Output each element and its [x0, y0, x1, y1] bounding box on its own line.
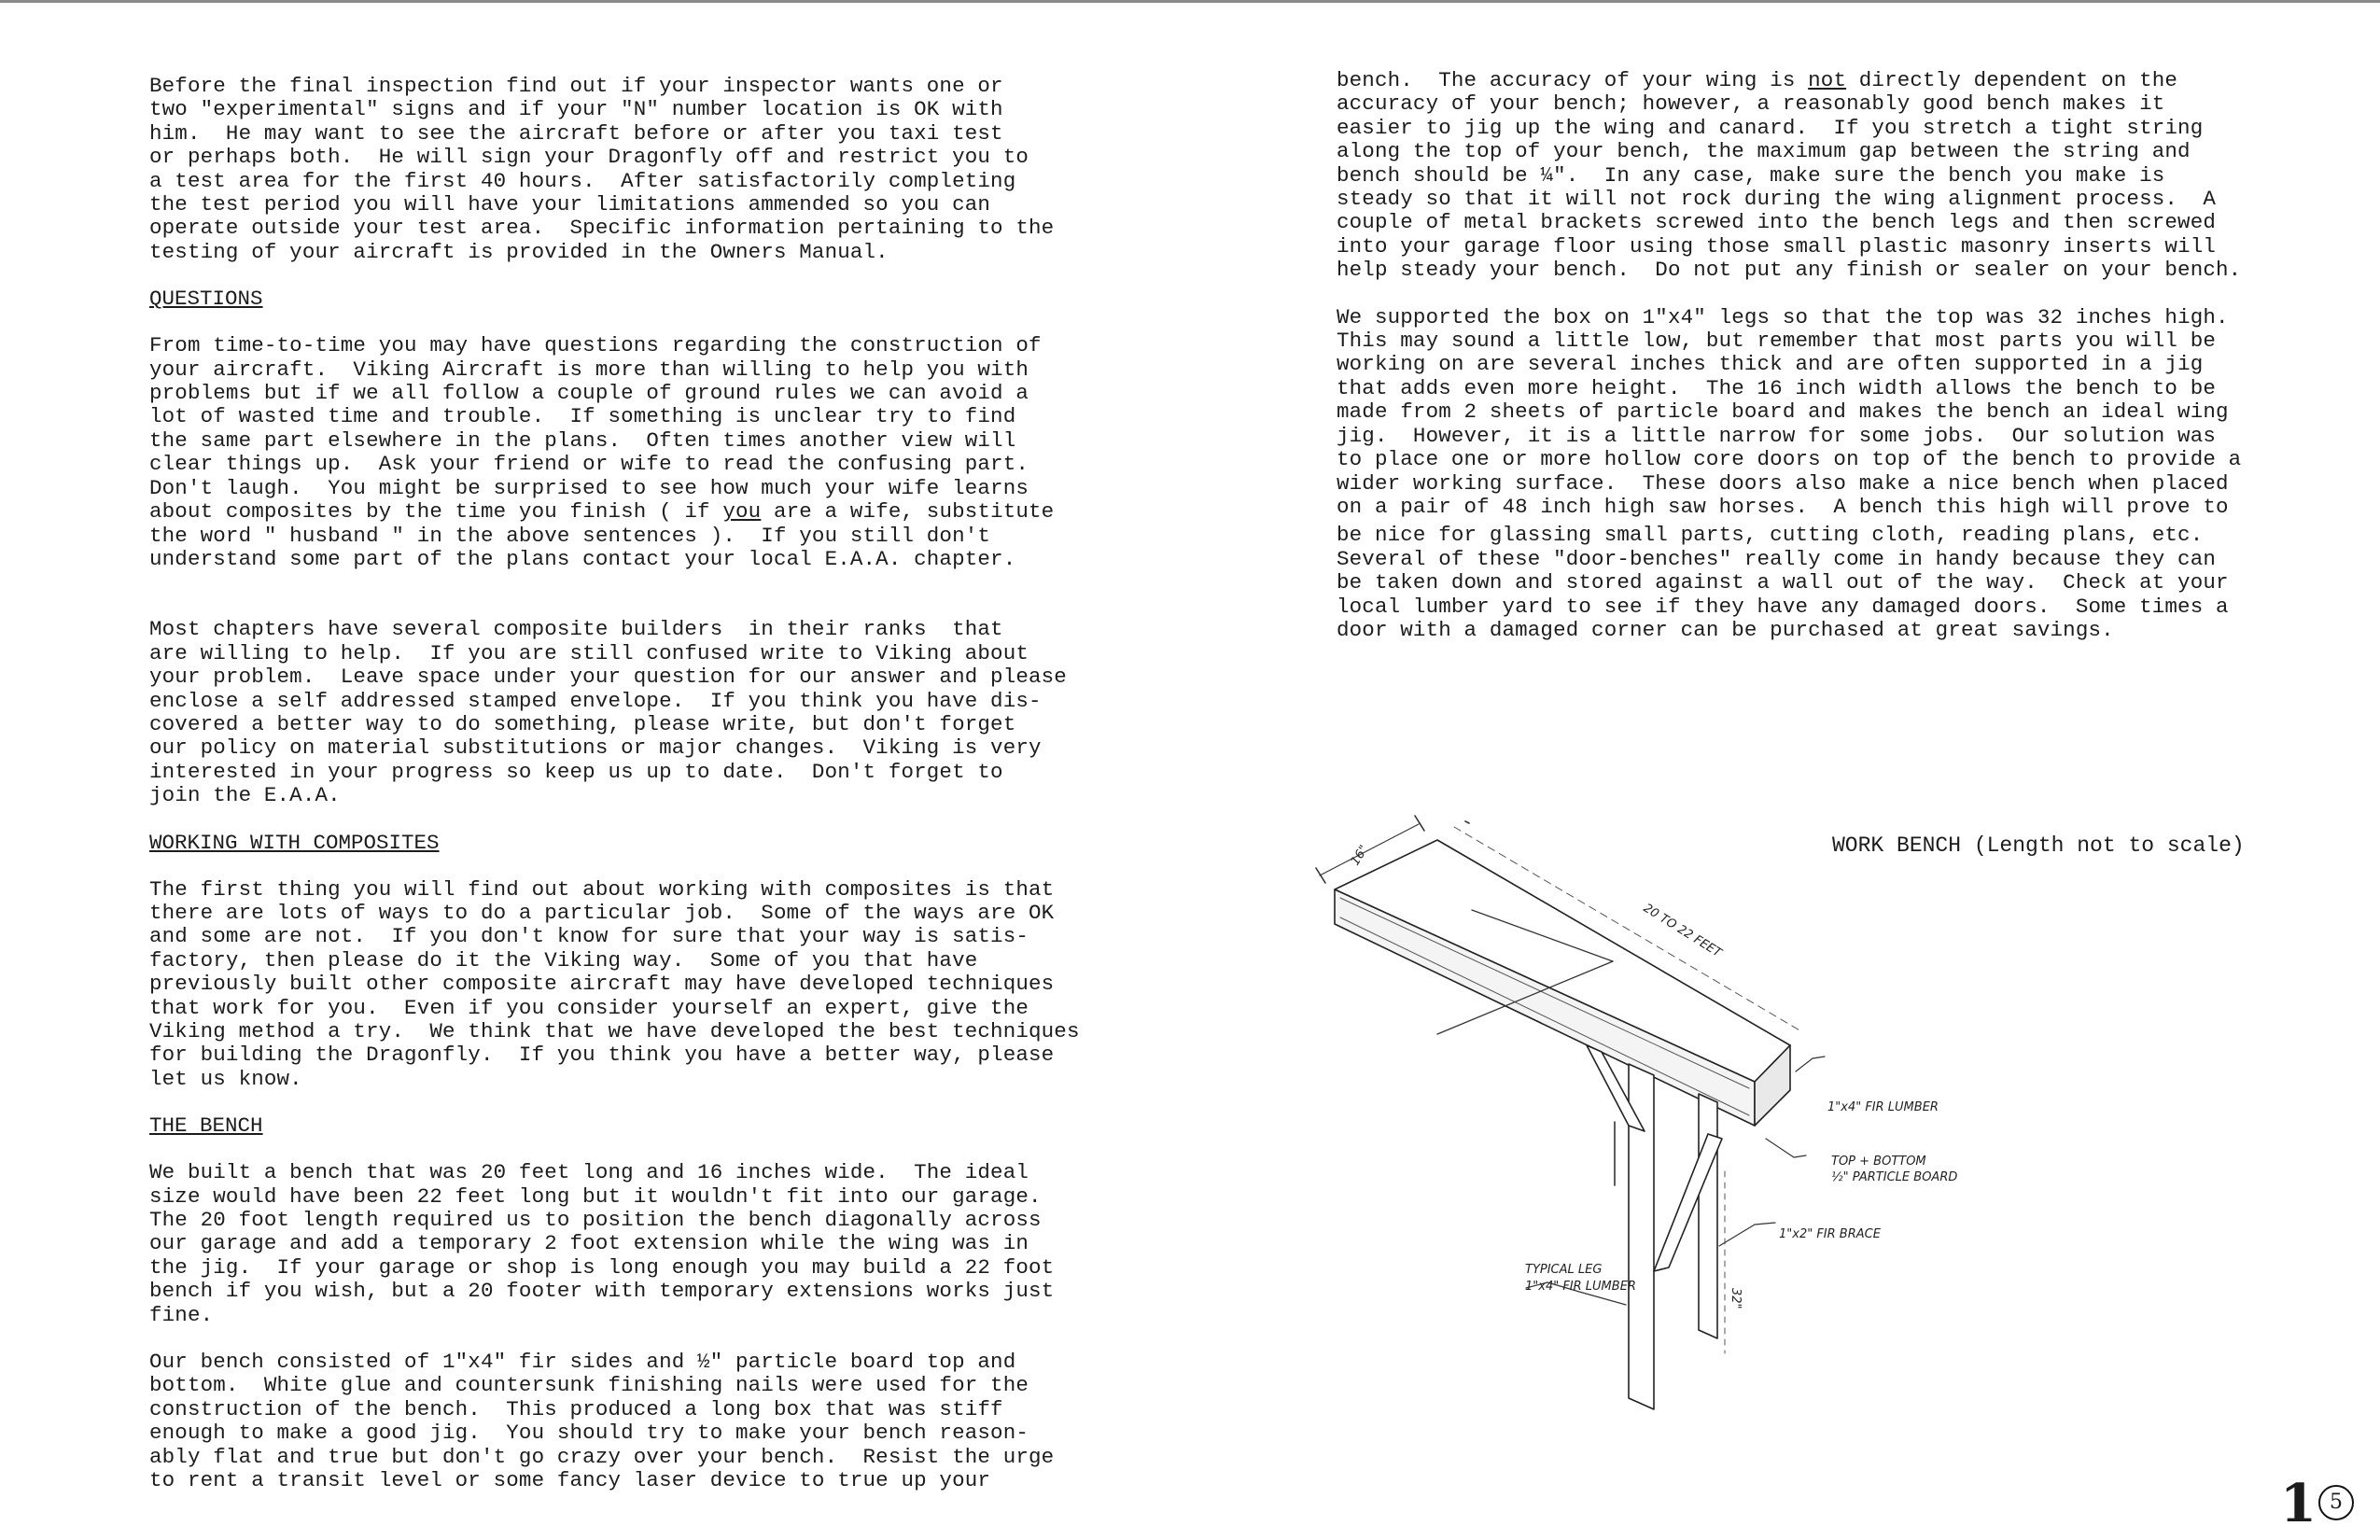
dim-length-label: 20 TO 22 FEET — [1640, 901, 1724, 961]
top-rule — [0, 0, 2380, 3]
chapters-paragraph: Most chapters have several composite builders in their ranks that are willing to help. If you are still confused write to Viking about your problem. Leave space under your question for our answer and please enclose a self addressed stamped envelope. If you think you have dis- covered a better way to do something, please write, but don't forget our policy on material substitutions or major changes. Viking is very interested in your progress so keep us up to date. Don't forget to join the E.A.A. — [149, 617, 1067, 808]
dim-height-label: 32" — [1729, 1288, 1743, 1309]
bench-paragraph-1: We built a bench that was 20 feet long and 16 inches wide. The ideal size would have been 22 feet long but it wouldn't fit into our garage. The 20 foot length required us to position the bench diagonally across our garage and add a temporary 2 foot extension while the wing was in the jig. If your garage or shop is long enough you may build a 22 foot bench if you wish, but a 20 footer with temporary extensions works just fine. — [149, 1160, 1055, 1327]
underlined-you: you — [722, 499, 762, 525]
left-column — [149, 75, 1176, 1493]
page-sub-number: 5 — [2318, 1485, 2354, 1520]
questions-paragraph-part1: From time-to-time you may have questions regarding the construction of your aircraft. Viking Aircraft is more than willing to help you with problems but if we all follow a couple of ground rules we can avoid a lot of wasted time and trouble. If something is unclear try to find the same part elsewhere in the plans. Often times another view will clear things up. Ask your friend or wife to read the confusing part. Don't laugh. You might be surprised to see how much your wife learns about composites by the time you finish ( if — [149, 333, 1042, 525]
bench-accuracy-paragraph — [1337, 69, 2373, 283]
questions-heading: QUESTIONS — [149, 287, 263, 312]
bench-leg-rear — [1699, 1094, 1717, 1338]
door-benches-paragraph: be nice for glassing small parts, cutting cloth, reading plans, etc. Several of these "door-benches" really come in handy because they can be taken down and stored against a wall out of the way. Check at your local lumber yard to see if they have any damaged doors. Some times a door with a damaged corner can be purchased at great savings. — [1337, 523, 2229, 642]
typical-leg-label: TYPICAL LEG — [1525, 1263, 1603, 1277]
particle-board-label-top: TOP + BOTTOM — [1831, 1155, 1926, 1169]
bench-top-surface — [1335, 840, 1790, 1082]
bench-accuracy-part1: bench. The accuracy of your wing is — [1337, 68, 1809, 92]
figure-caption: WORK BENCH (Length not to scale) — [1832, 833, 2245, 858]
composites-heading: WORKING WITH COMPOSITES — [149, 830, 440, 855]
page-number: 1 — [2280, 1473, 2317, 1534]
dim-width-label: 16" — [1348, 843, 1372, 869]
fir-lumber-label: 1"x4" FIR LUMBER — [1827, 1100, 1939, 1114]
bench-paragraph-2: Our bench consisted of 1"x4" fir sides and ½" particle board top and bottom. White glue and countersunk finishing nails were used for the construction of the bench. This produced a long box that was stiff enough to make a good jig. You should try to make your bench reason- ably flat and true but don't go crazy over your bench. Resist the urge to rent a transit level or some fancy laser device to true up your — [149, 1350, 1055, 1493]
bench-heading: THE BENCH — [149, 1113, 263, 1139]
composites-paragraph: The first thing you will find out about working with composites is that there are lots of ways to do a particular job. Some of the ways are OK and some are not. If you don't know for sure that your way is satis- factory, then please do it the Viking way. Some of you that have previously built other composite aircraft may have developed techniques that work for you. Even if you consider yourself an expert, give the Viking method a try. We think that we have developed the best techniques for building the Dragonfly. If you think you have a better way, please let us know. — [149, 876, 1080, 1091]
bench-accuracy-part2: directly dependent on the accuracy of your bench; however, a reasonably good bench makes it easier to jig up the wing and canard. If you stretch a tight string along the top of your bench, the maximum gap between the string and bench should be ¼". In any case, make sure the bench you make is steady so that it will not rock during the wing alignment process. A couple of metal brackets screwed into the bench legs and then screwed into your garage floor using those small plastic masonry inserts will help steady your bench. Do not put any finish or sealer on your bench. — [1337, 68, 2242, 283]
legs-paragraph: We supported the box on 1"x4" legs so that the top was 32 inches high. This may sound a little low, but remember that most parts you will be working on are several inches thick and are often supported in a jig that adds even more height. The 16 inch width allows the bench to be made from 2 sheets of particle board and makes the bench an ideal wing jig. However, it is a little narrow for some jobs. Our solution was to place one or more hollow core doors on top of the bench to provide a wider working surface. These doors also make a nice bench when placed on a pair of 48 inch high saw horses. A bench this high will prove to — [1337, 304, 2242, 519]
leg-lumber-label: 1"x4" FIR LUMBER — [1525, 1280, 1636, 1294]
underlined-not: not — [1808, 68, 1847, 92]
work-bench-drawing — [1297, 793, 2324, 1447]
questions-paragraph-part2: are a wife, substitute the word " husband " in the above sentences ). If you still don't understand some part of the plans contact your local E.A.A. chapter. — [149, 499, 1055, 571]
questions-paragraph — [149, 334, 1176, 571]
right-column — [1337, 69, 2373, 642]
inspection-paragraph: Before the final inspection find out if your inspector wants one or two "experimental" signs and if your "N" number location is OK with him. He may want to see the aircraft before or after you taxi test or perhaps both. He will sign your Dragonfly off and restrict you to a test area for the first 40 hours. After satisfactorily completing the test period you will have your limitations ammended so you can operate outside your test area. Specific information pertaining to the testing of your aircraft is provided in the Owners Manual. — [149, 74, 1055, 264]
particle-board-label-bottom: ½" PARTICLE BOARD — [1831, 1170, 1958, 1184]
fir-brace-label: 1"x2" FIR BRACE — [1779, 1227, 1881, 1241]
